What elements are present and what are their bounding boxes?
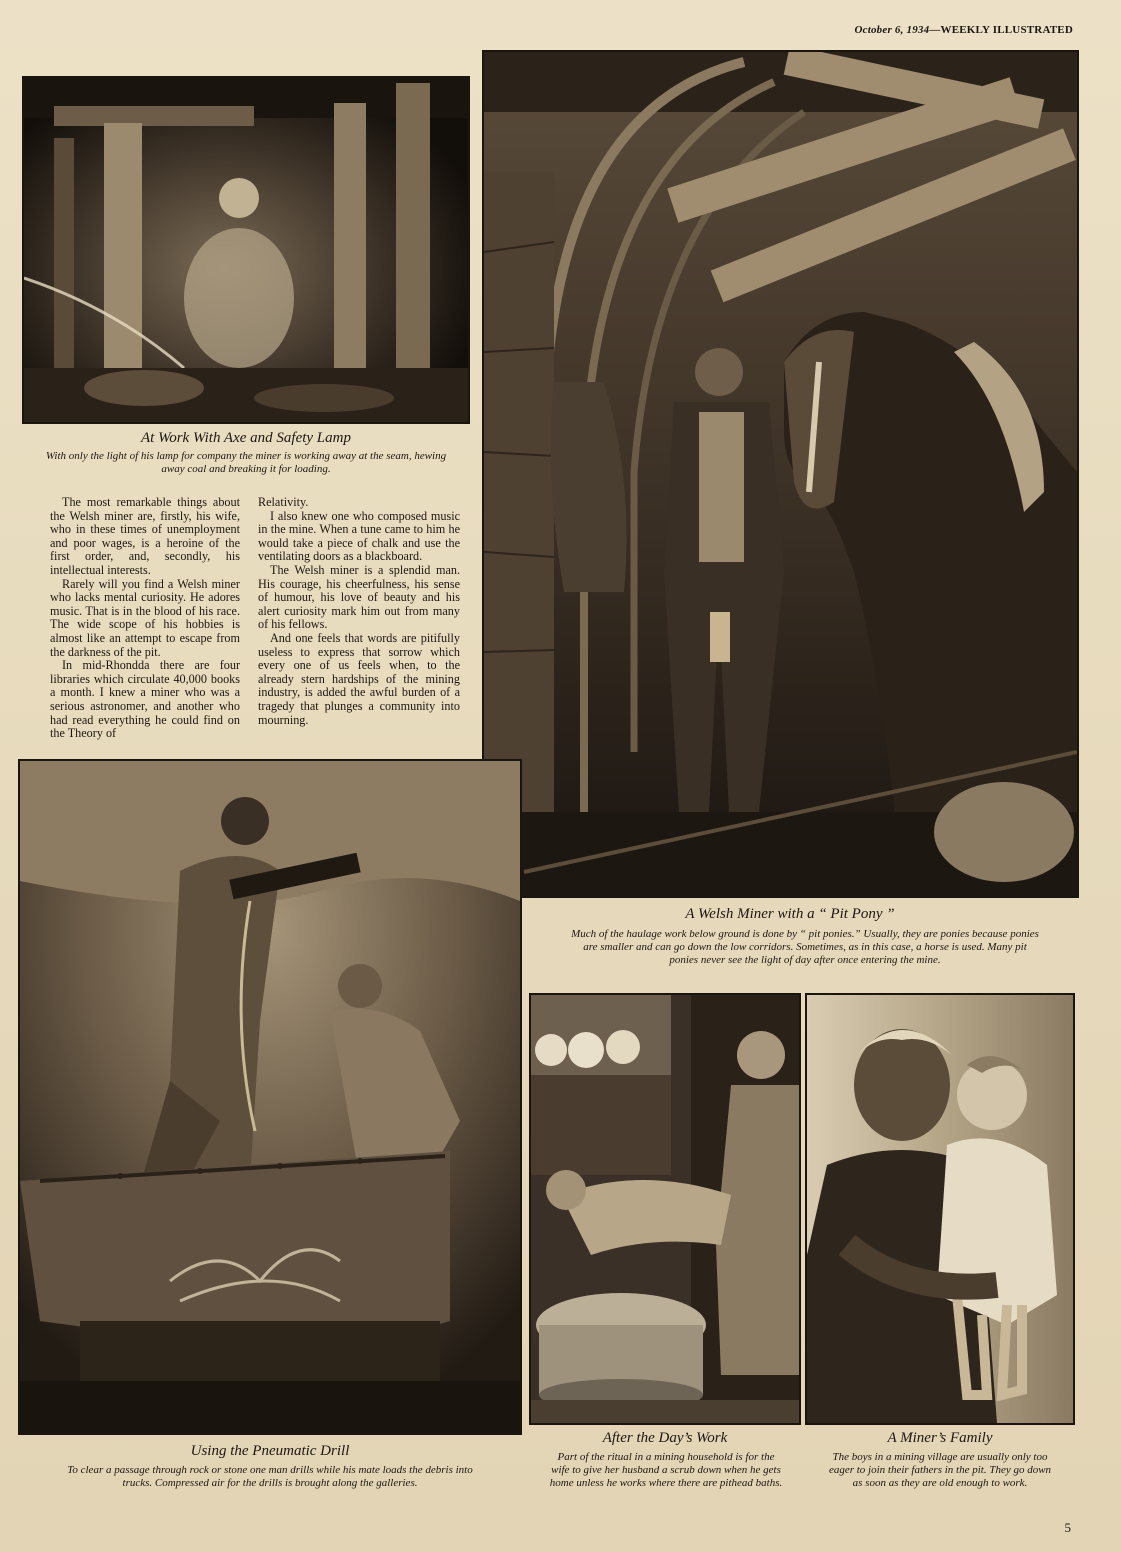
photo-bath-caption: Part of the ritual in a mining household is for the wife to give her husband a scrub down when he gets home unless he works where there are pithead baths. <box>549 1451 783 1489</box>
photo-pony-image <box>484 52 1077 896</box>
photo-family-caption: The boys in a mining village are usually only too eager to join their fathers in the pit. They go down as soon as they are old enough to work. <box>828 1451 1052 1489</box>
photo-pneumatic-drill <box>18 759 522 1435</box>
photo-axe-image <box>24 78 468 422</box>
article-paragraph: Relativity. <box>258 495 309 509</box>
article-paragraph: The Welsh miner is a splendid man. His courage, his cheerfulness, his sense of humour, his love of beauty and his alert curiosity mark him out from many of his fellows. <box>258 562 460 632</box>
photo-pony-title: A Welsh Miner with a “ Pit Pony ” <box>685 906 895 922</box>
photo-drill-image <box>20 761 520 1433</box>
photo-bath-image <box>531 995 799 1423</box>
photo-bath-title: After the Day’s Work <box>602 1430 728 1446</box>
photo-axe-caption: With only the light of his lamp for company the miner is working away at the seam, hewing away coal and breaking it for loading. <box>45 450 447 475</box>
header-publication: WEEKLY ILLUSTRATED <box>940 24 1073 36</box>
article-paragraph: And one feels that words are pitifully useless to express that sorrow which every one of us feels when, to the already stern hardships of the mining industry, is added the awful burden of a tragedy that plunges a community into mourning. <box>258 630 460 727</box>
photo-family-image <box>807 995 1073 1423</box>
page-number: 5 <box>1064 1520 1071 1535</box>
photo-axe-title: At Work With Axe and Safety Lamp <box>141 430 351 446</box>
article-paragraph: Rarely will you find a Welsh miner who lacks mental curiosity. He adores music. That is in the blood of his race. The wide scope of his hobbies is almost like an attempt to escape from the darkness of the pit. <box>50 576 240 659</box>
photo-miners-family <box>805 993 1075 1425</box>
article-paragraph: The most remarkable things about the Welsh miner are, firstly, his wife, who in these times of unemployment and poor wages, is a heroine of the first order, and, secondly, his intellectual interests. <box>50 495 240 577</box>
photo-after-days-work <box>529 993 801 1425</box>
photo-pit-pony <box>482 50 1079 898</box>
article-paragraph: I also knew one who composed music in the mine. When a tune came to him he would take a piece of chalk and use the ventilating doors as a blackboard. <box>258 508 460 564</box>
photo-pony-caption: Much of the haulage work below ground is done by “ pit ponies.” Usually, they are ponies because ponies are smaller and can go down the low corridors. Sometimes, as in this case, a horse is used. Many pit ponies never see the light of day after once entering the mine. <box>571 928 1039 966</box>
article-column-1 <box>50 496 240 741</box>
page-header: October 6, 1934—WEEKLY ILLUSTRATED <box>854 24 1073 36</box>
photo-family-title: A Miner’s Family <box>887 1430 993 1446</box>
photo-drill-title: Using the Pneumatic Drill <box>190 1443 350 1459</box>
article-paragraph: In mid-Rhondda there are four libraries which circulate 40,000 books a month. I knew a miner who was a serious astronomer, and another who had read everything he could find on the Theory of <box>50 658 240 741</box>
article-column-2 <box>258 496 460 727</box>
photo-axe-and-lamp <box>22 76 470 424</box>
header-date: October 6, 1934 <box>854 24 930 36</box>
photo-drill-caption: To clear a passage through rock or stone one man drills while his mate loads the debris into trucks. Compressed air for the drills is brought along the galleries. <box>67 1464 473 1489</box>
